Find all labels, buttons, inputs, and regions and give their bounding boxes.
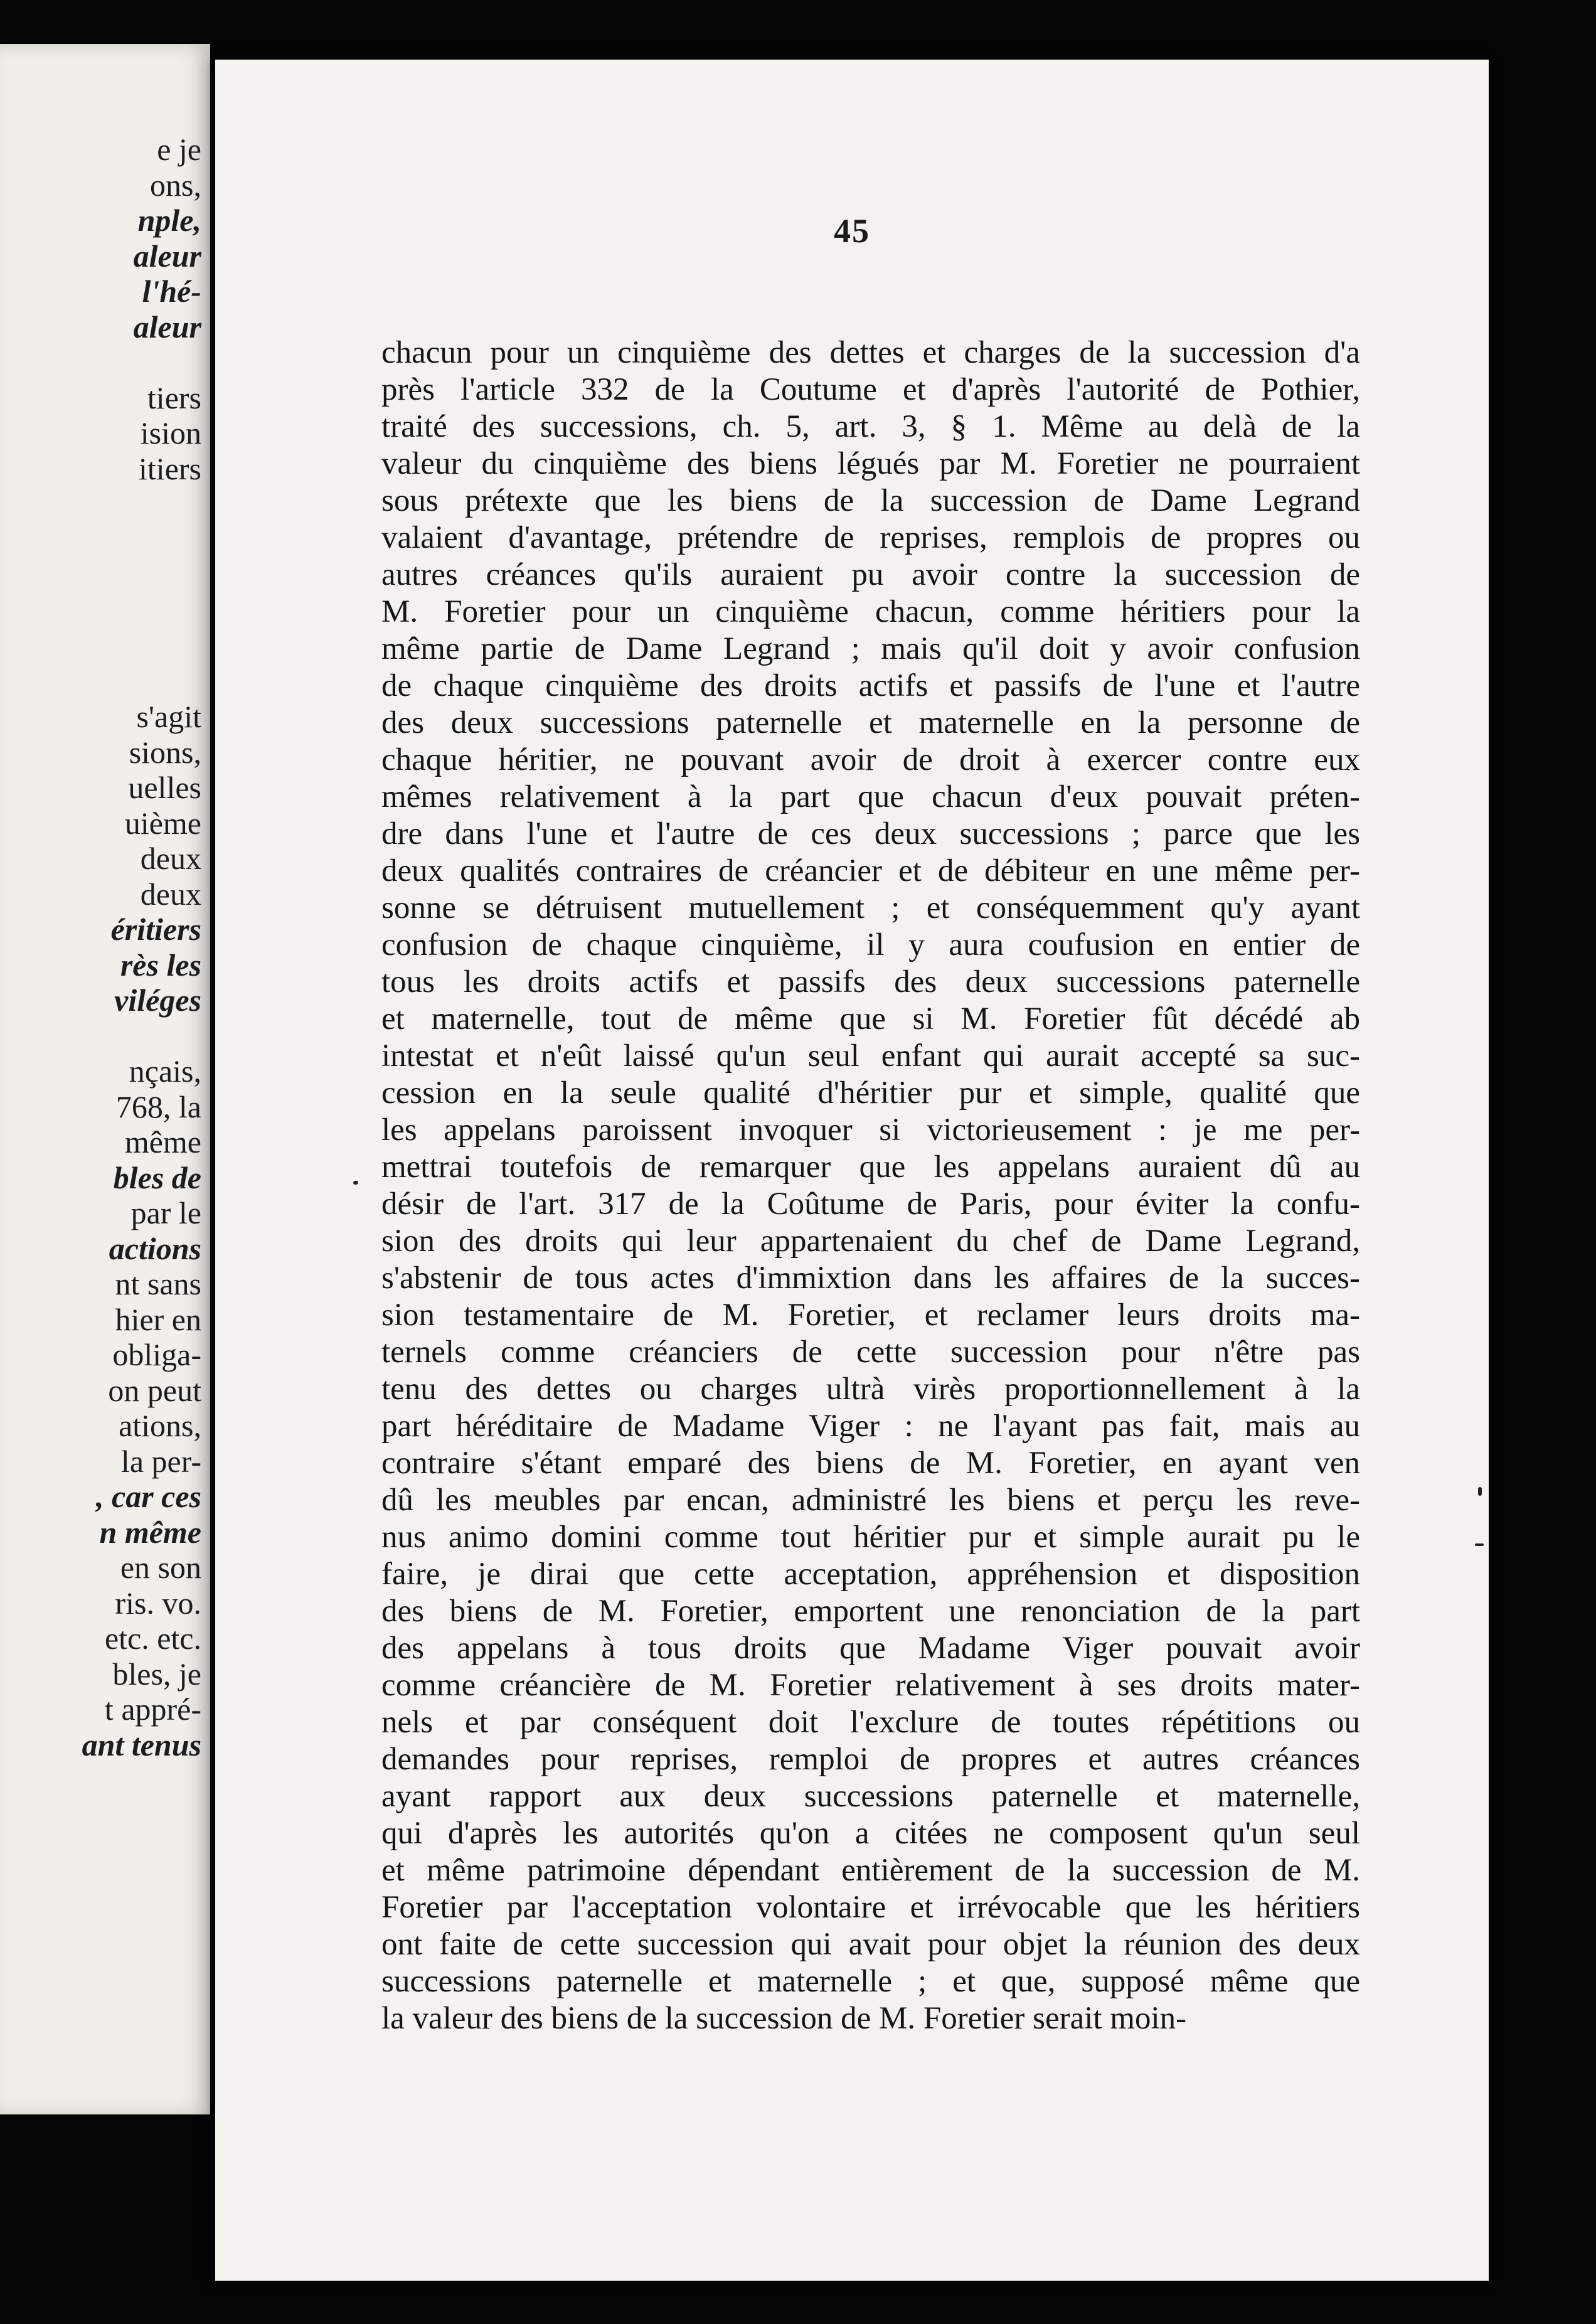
previous-page-line: ision: [140, 415, 201, 450]
text-line: traité des successions, ch. 5, art. 3, § 1. Même au delà de la: [381, 409, 1360, 444]
text-line: intestat et n'eût laissé qu'un seul enfant qui aurait accepté sa suc-: [381, 1038, 1360, 1074]
text-line: nus animo domini comme tout héritier pur et simple aurait pu le: [381, 1520, 1360, 1555]
previous-page-line: e je: [157, 132, 201, 167]
previous-page-line: sions,: [129, 734, 201, 770]
previous-page-line: ations,: [119, 1408, 201, 1443]
previous-page-line: itiers: [139, 450, 201, 486]
text-line: part héréditaire de Madame Viger : ne l'ayant pas fait, mais au: [381, 1409, 1360, 1444]
text-line: même partie de Dame Legrand ; mais qu'il doit y avoir confusion: [381, 631, 1360, 666]
text-line: ternels comme créanciers de cette succession pour n'être pas: [381, 1335, 1360, 1370]
previous-page-line: on peut: [108, 1372, 201, 1408]
text-line: des deux successions paternelle et maternelle en la personne de: [381, 705, 1360, 740]
text-line: sion testamentaire de M. Foretier, et reclamer leurs droits ma-: [381, 1298, 1360, 1333]
previous-page-line: ris. vo.: [115, 1585, 201, 1621]
previous-page-line: obliga-: [112, 1337, 201, 1372]
previous-page-line: éritiers: [110, 912, 201, 947]
text-line: chacun pour un cinquième des dettes et charges de la succession d'a: [381, 335, 1360, 370]
text-line: dre dans l'une et l'autre de ces deux successions ; parce que les: [381, 816, 1360, 851]
previous-page-line: nt sans: [115, 1266, 201, 1301]
previous-page-line: aleur: [133, 238, 201, 274]
text-line: deux qualités contraires de créancier et de débiteur en une même per-: [381, 853, 1360, 888]
text-line: mêmes relativement à la part que chacun d'eux pouvait préten-: [381, 779, 1360, 814]
text-line: confusion de chaque cinquième, il y aura coufusion en entier de: [381, 927, 1360, 962]
previous-page-line: nple,: [137, 203, 201, 238]
previous-page-line: nçais,: [129, 1053, 201, 1089]
text-line: cession en la seule qualité d'héritier pur et simple, qualité que: [381, 1075, 1360, 1111]
text-line: s'abstenir de tous actes d'immixtion dans les affaires de la succes-: [381, 1261, 1360, 1296]
text-line: contraire s'étant emparé des biens de M. Foretier, en ayant ven: [381, 1446, 1360, 1481]
margin-mark: [1475, 1543, 1484, 1546]
page-number: 45: [834, 212, 870, 250]
text-line: tous les droits actifs et passifs des deux successions paternelle: [381, 964, 1360, 999]
document-page: [215, 60, 1489, 2281]
previous-page-line: actions: [109, 1230, 201, 1266]
previous-page-line: bles de: [113, 1159, 201, 1195]
previous-page-line: même: [124, 1124, 201, 1159]
text-line: valeur du cinquième des biens légués par M. Foretier ne pourraient: [381, 446, 1360, 481]
text-line: demandes pour reprises, remploi de propres et autres créances: [381, 1742, 1360, 1777]
previous-page-line: viléges: [114, 983, 201, 1018]
previous-page-line: uième: [124, 805, 201, 841]
previous-page-line: hier en: [115, 1301, 201, 1337]
text-line: les appelans paroissent invoquer si victorieusement : je me per-: [381, 1112, 1360, 1148]
previous-page: [0, 44, 210, 2114]
text-line: tenu des dettes ou charges ultrà virès proportionnellement à la: [381, 1372, 1360, 1407]
previous-page-line: ant tenus: [82, 1727, 201, 1762]
previous-page-line: , car ces: [96, 1479, 201, 1514]
text-line: et même patrimoine dépendant entièrement de la succession de M.: [381, 1853, 1360, 1888]
margin-mark: [1478, 1487, 1482, 1496]
text-line: ont faite de cette succession qui avait pour objet la réunion des deux: [381, 1927, 1360, 1962]
previous-page-line: en son: [120, 1550, 201, 1585]
text-line: successions paternelle et maternelle ; et que, supposé même que: [381, 1964, 1360, 1999]
previous-page-line: 768, la: [115, 1089, 201, 1124]
previous-page-line: deux: [140, 841, 201, 876]
previous-page-line: tiers: [147, 380, 201, 415]
text-line: et maternelle, tout de même que si M. Foretier fût décédé ab: [381, 1001, 1360, 1037]
text-line: des appelans à tous droits que Madame Viger pouvait avoir: [381, 1631, 1360, 1666]
text-line: comme créancière de M. Foretier relativement à ses droits mater-: [381, 1668, 1360, 1703]
text-line: Foretier par l'acceptation volontaire et irrévocable que les héritiers: [381, 1890, 1360, 1925]
previous-page-line: etc. etc.: [104, 1621, 201, 1656]
text-line: valaient d'avantage, prétendre de reprises, remplois de propres ou: [381, 520, 1360, 555]
previous-page-line: rès les: [120, 947, 201, 983]
previous-page-line: l'hé-: [142, 274, 201, 309]
text-line: autres créances qu'ils auraient pu avoir contre la succession de: [381, 557, 1360, 592]
previous-page-line: aleur: [133, 309, 201, 344]
text-line: des biens de M. Foretier, emportent une renonciation de la part: [381, 1594, 1360, 1629]
previous-page-line: ons,: [150, 167, 201, 203]
text-line: M. Foretier pour un cinquième chacun, comme héritiers pour la: [381, 594, 1360, 629]
text-line: dû les meubles par encan, administré les biens et perçu les reve-: [381, 1483, 1360, 1518]
previous-page-line: la per-: [120, 1443, 201, 1479]
previous-page-line: deux: [140, 876, 201, 912]
body-text: [381, 334, 1360, 2037]
text-line: la valeur des biens de la succession de M. Foretier serait moin-: [381, 2001, 1187, 2036]
previous-page-line: par le: [130, 1195, 201, 1230]
text-line: sous prétexte que les biens de la succession de Dame Legrand: [381, 483, 1360, 518]
margin-mark: [353, 1181, 358, 1185]
text-line: désir de l'art. 317 de la Coûtume de Paris, pour éviter la confu-: [381, 1186, 1360, 1222]
text-line: faire, je dirai que cette acceptation, appréhension et disposition: [381, 1557, 1360, 1592]
text-line: qui d'après les autorités qu'on a citées ne composent qu'un seul: [381, 1816, 1360, 1851]
text-line: chaque héritier, ne pouvant avoir de droit à exercer contre eux: [381, 742, 1360, 777]
previous-page-line: bles, je: [112, 1656, 201, 1692]
text-line: de chaque cinquième des droits actifs et passifs de l'une et l'autre: [381, 668, 1360, 703]
previous-page-line: t appré-: [104, 1692, 201, 1727]
text-line: sion des droits qui leur appartenaient du chef de Dame Legrand,: [381, 1223, 1360, 1259]
text-line: mettrai toutefois de remarquer que les appelans auraient dû au: [381, 1149, 1360, 1185]
previous-page-line: s'agit: [136, 699, 201, 734]
text-line: nels et par conséquent doit l'exclure de toutes répétitions ou: [381, 1705, 1360, 1740]
text-line: près l'article 332 de la Coutume et d'après l'autorité de Pothier,: [381, 372, 1360, 407]
previous-page-line: uelles: [128, 770, 201, 805]
text-line: sonne se détruisent mutuellement ; et conséquemment qu'y ayant: [381, 890, 1360, 925]
text-line: ayant rapport aux deux successions paternelle et maternelle,: [381, 1779, 1360, 1814]
previous-page-line: n même: [99, 1514, 201, 1550]
